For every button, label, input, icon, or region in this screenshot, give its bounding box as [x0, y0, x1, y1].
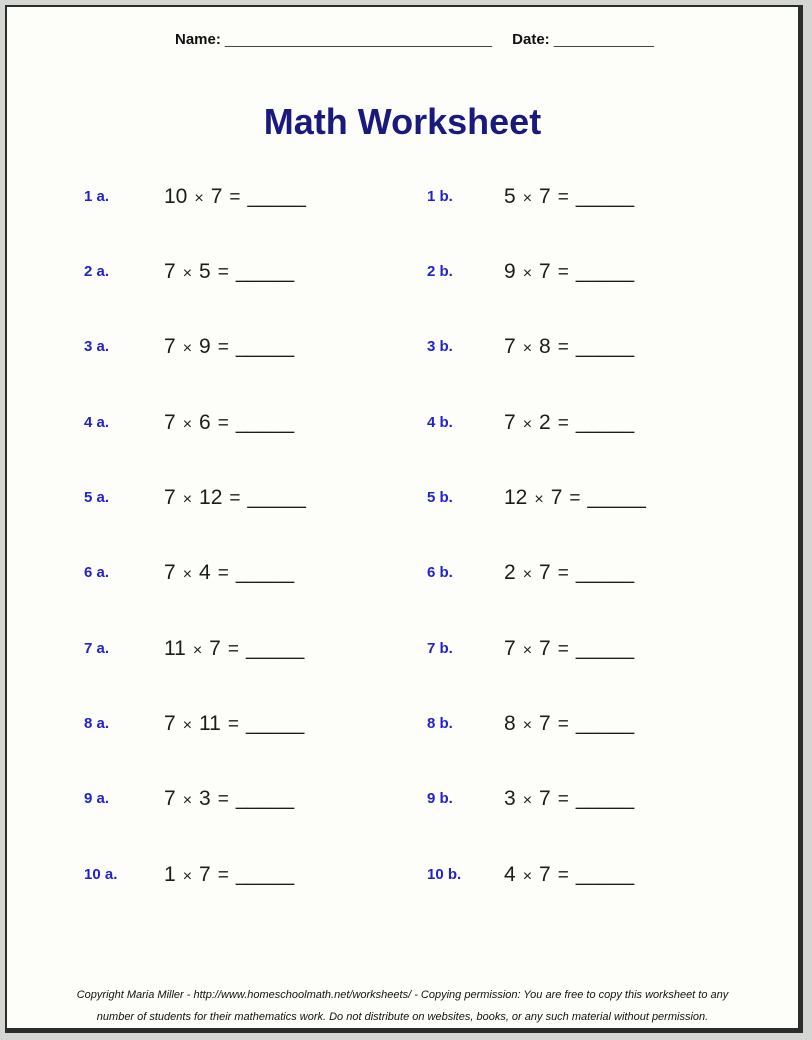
equals-sign: =	[557, 714, 569, 735]
problem-row	[7, 257, 798, 287]
equation-1a	[164, 182, 306, 214]
equation-2b	[504, 257, 634, 289]
equals-sign: =	[557, 639, 569, 660]
problem-number-3a: 3 a.	[84, 338, 110, 355]
multiply-icon: ×	[522, 190, 533, 207]
equals-sign: =	[229, 187, 241, 208]
equation-4b	[504, 408, 634, 440]
factor: 1	[164, 863, 176, 886]
factor: 6	[199, 411, 211, 434]
equals-sign: =	[557, 865, 569, 886]
multiply-icon: ×	[182, 340, 193, 357]
multiply-icon: ×	[182, 566, 193, 583]
problem-number-6b: 6 b.	[427, 564, 453, 581]
date-blank-line: ____________	[553, 31, 654, 48]
worksheet-title: Math Worksheet	[263, 101, 542, 142]
factor: 11	[199, 712, 221, 735]
answer-blank: _____	[587, 486, 646, 509]
answer-blank: _____	[575, 863, 635, 886]
problem-number-9b: 9 b.	[427, 790, 453, 807]
answer-blank: _____	[235, 411, 295, 434]
problem-number-10b: 10 b.	[427, 866, 462, 883]
factor: 8	[504, 712, 516, 735]
factor: 7	[539, 260, 551, 283]
equation-9a	[164, 784, 294, 816]
factor: 7	[164, 712, 176, 735]
factor: 4	[199, 561, 211, 584]
factor: 10	[164, 185, 188, 208]
multiply-icon: ×	[522, 566, 533, 583]
answer-blank: _____	[575, 185, 635, 208]
copyright-line-2: number of students for their mathematics work. Do not distribute on websites, books, or any such material without permission.	[96, 1011, 709, 1023]
multiply-icon: ×	[522, 868, 533, 885]
multiply-icon: ×	[182, 491, 193, 508]
equals-sign: =	[217, 262, 229, 283]
problem-number-1a: 1 a.	[84, 188, 110, 205]
multiply-icon: ×	[522, 416, 533, 433]
equals-sign: =	[227, 639, 239, 660]
problems-grid	[7, 7, 798, 1028]
equals-sign: =	[217, 563, 229, 584]
factor: 11	[164, 637, 186, 660]
problem-number-4b: 4 b.	[427, 414, 453, 431]
problem-row	[7, 332, 798, 362]
equation-3a	[164, 332, 294, 364]
equation-8a	[164, 709, 304, 741]
factor: 7	[504, 637, 516, 660]
answer-blank: _____	[235, 561, 295, 584]
factor: 7	[539, 787, 551, 810]
answer-blank: _____	[575, 335, 635, 358]
factor: 12	[504, 486, 528, 509]
multiply-icon: ×	[194, 190, 204, 207]
problem-number-5b: 5 b.	[427, 489, 453, 506]
equation-5b	[504, 483, 646, 515]
date-label: Date:	[512, 31, 550, 48]
factor: 7	[209, 637, 221, 660]
factor: 7	[504, 411, 516, 434]
equation-7a	[164, 634, 304, 666]
factor: 7	[164, 787, 176, 810]
equation-10a	[164, 860, 294, 892]
problem-row	[7, 408, 798, 438]
multiply-icon: ×	[522, 340, 533, 357]
factor: 7	[164, 561, 176, 584]
equals-sign: =	[217, 789, 229, 810]
factor: 9	[504, 260, 516, 283]
factor: 7	[539, 637, 551, 660]
problem-number-2a: 2 a.	[84, 263, 110, 280]
copyright-footer	[7, 984, 798, 1028]
factor: 7	[164, 260, 176, 283]
answer-blank: _____	[247, 486, 306, 509]
equation-5a	[164, 483, 306, 515]
answer-blank: _____	[575, 561, 635, 584]
problem-number-7a: 7 a.	[84, 640, 110, 657]
problem-number-4a: 4 a.	[84, 414, 110, 431]
factor: 5	[504, 185, 516, 208]
equals-sign: =	[217, 337, 229, 358]
equation-6a	[164, 558, 294, 590]
equals-sign: =	[557, 413, 569, 434]
problem-number-5a: 5 a.	[84, 489, 110, 506]
equals-sign: =	[217, 865, 229, 886]
problem-row	[7, 182, 798, 212]
factor: 2	[539, 411, 551, 434]
equals-sign: =	[217, 413, 229, 434]
factor: 9	[199, 335, 211, 358]
multiply-icon: ×	[522, 717, 533, 734]
answer-blank: _____	[245, 637, 305, 660]
equation-4a	[164, 408, 294, 440]
answer-blank: _____	[575, 787, 635, 810]
problem-number-2b: 2 b.	[427, 263, 453, 280]
problem-row	[7, 558, 798, 588]
answer-blank: _____	[235, 863, 295, 886]
problem-number-3b: 3 b.	[427, 338, 453, 355]
answer-blank: _____	[575, 260, 635, 283]
factor: 12	[199, 486, 223, 509]
equals-sign: =	[557, 789, 569, 810]
worksheet-page	[5, 5, 803, 1033]
equals-sign: =	[229, 488, 241, 509]
factor: 7	[164, 335, 176, 358]
equals-sign: =	[557, 187, 569, 208]
problem-number-7b: 7 b.	[427, 640, 453, 657]
problem-row	[7, 784, 798, 814]
multiply-icon: ×	[182, 792, 193, 809]
multiply-icon: ×	[192, 642, 203, 659]
equation-1b	[504, 182, 634, 214]
answer-blank: _____	[235, 260, 295, 283]
problem-row	[7, 483, 798, 513]
factor: 7	[164, 411, 176, 434]
problem-row	[7, 860, 798, 890]
answer-blank: _____	[575, 637, 635, 660]
multiply-icon: ×	[534, 491, 544, 508]
equals-sign: =	[227, 714, 239, 735]
multiply-icon: ×	[182, 416, 193, 433]
copyright-line-1: Copyright Maria Miller - http://www.homeschoolmath.net/worksheets/ - Copying permission: You are free to copy this worksheet to any	[76, 989, 729, 1001]
factor: 7	[550, 486, 563, 509]
factor: 7	[210, 185, 223, 208]
multiply-icon: ×	[522, 265, 533, 282]
problem-number-8a: 8 a.	[84, 715, 110, 732]
name-blank-line: ________________________________	[225, 31, 492, 48]
answer-blank: _____	[575, 411, 635, 434]
answer-blank: _____	[235, 787, 295, 810]
equals-sign: =	[557, 262, 569, 283]
equation-3b	[504, 332, 634, 364]
problem-number-6a: 6 a.	[84, 564, 110, 581]
problem-row	[7, 634, 798, 664]
factor: 5	[199, 260, 211, 283]
multiply-icon: ×	[182, 868, 193, 885]
factor: 7	[539, 185, 551, 208]
equation-6b	[504, 558, 634, 590]
equation-7b	[504, 634, 634, 666]
equals-sign: =	[557, 563, 569, 584]
problem-row	[7, 709, 798, 739]
factor: 7	[504, 335, 516, 358]
equation-8b	[504, 709, 634, 741]
name-label: Name:	[175, 31, 221, 48]
multiply-icon: ×	[522, 792, 533, 809]
answer-blank: _____	[247, 185, 306, 208]
factor: 2	[504, 561, 516, 584]
equation-2a	[164, 257, 294, 289]
answer-blank: _____	[245, 712, 305, 735]
equals-sign: =	[557, 337, 569, 358]
factor: 7	[199, 863, 211, 886]
problem-number-1b: 1 b.	[427, 188, 453, 205]
factor: 8	[539, 335, 551, 358]
factor: 3	[199, 787, 211, 810]
factor: 4	[504, 863, 516, 886]
factor: 7	[539, 712, 551, 735]
equals-sign: =	[569, 488, 581, 509]
factor: 3	[504, 787, 516, 810]
equation-10b	[504, 860, 634, 892]
problem-number-10a: 10 a.	[84, 866, 118, 883]
answer-blank: _____	[235, 335, 295, 358]
factor: 7	[164, 486, 176, 509]
problem-number-9a: 9 a.	[84, 790, 110, 807]
multiply-icon: ×	[182, 717, 193, 734]
multiply-icon: ×	[182, 265, 193, 282]
factor: 7	[539, 863, 551, 886]
factor: 7	[539, 561, 551, 584]
answer-blank: _____	[575, 712, 635, 735]
multiply-icon: ×	[522, 642, 533, 659]
equation-9b	[504, 784, 634, 816]
problem-number-8b: 8 b.	[427, 715, 453, 732]
